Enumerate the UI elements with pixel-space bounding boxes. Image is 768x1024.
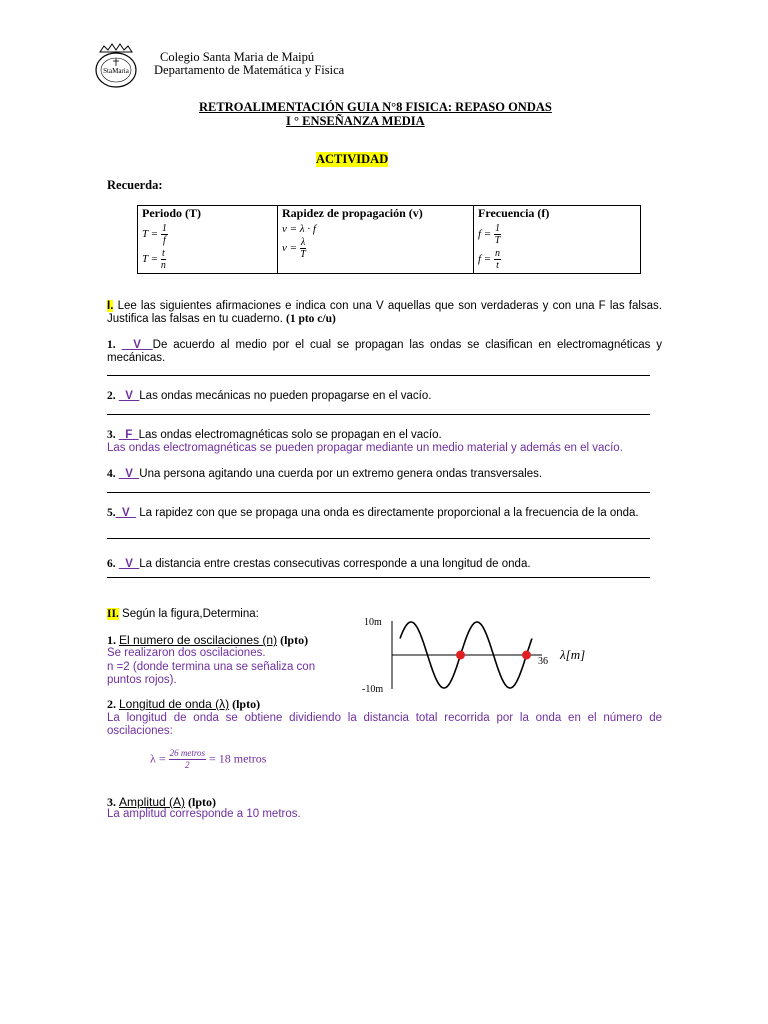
speed-cell xyxy=(278,206,474,274)
statement-6: 6. V La distancia entre crestas consecutivas corresponde a una longitud de onda. xyxy=(107,558,531,570)
wave-bottom-label: -10m xyxy=(362,684,384,695)
school-crest-logo xyxy=(92,42,140,92)
doc-title: RETROALIMENTACIÓN GUIA N°8 FISICA: REPASO ONDAS xyxy=(199,100,552,114)
statement-1: 1. V De acuerdo al medio por el cual se propagan las ondas se clasifican en electromagnéticas y mecánicas. xyxy=(107,339,662,364)
answer-4: V xyxy=(118,468,140,480)
statement-4: 4. V Una persona agitando una cuerda por un extremo genera ondas transversales. xyxy=(107,468,543,480)
period-formula-1: T = $\frac{1}{f}$ xyxy=(142,223,167,246)
justification-3: Las ondas electromagnéticas se pueden propagar mediante un medio material y además en el vacío. xyxy=(107,442,623,454)
frequency-formula-2: f = $\frac{n}{t}$ xyxy=(478,248,500,271)
wave-axis-label: λ[m] xyxy=(560,647,586,662)
oscillation-marker-1 xyxy=(456,651,465,660)
section1-label: I. xyxy=(107,300,114,312)
q1-answer: Se realizaron dos oscilaciones. n =2 (donde termina una se señaliza con puntos rojos). xyxy=(107,647,316,686)
answer-line-2 xyxy=(107,414,650,415)
doc-subtitle: I ° ENSEÑANZA MEDIA xyxy=(286,114,425,128)
department-name: Departamento de Matemática y Fisica xyxy=(154,63,345,77)
svg-text:StaMaria: StaMaria xyxy=(103,67,129,75)
frequency-heading: Frecuencia (f) xyxy=(478,206,550,220)
q3-title: 3. Amplitud (A) (lpto) xyxy=(107,795,217,809)
wave-end-label: 36 xyxy=(538,656,548,667)
activity-heading: ACTIVIDAD xyxy=(316,152,389,166)
section2-instructions: II. Según la figura,Determina: xyxy=(107,608,259,620)
recuerda-label: Recuerda: xyxy=(107,178,163,192)
answer-line-6 xyxy=(107,577,650,578)
period-cell xyxy=(138,206,278,274)
oscillation-marker-2 xyxy=(522,651,531,660)
frequency-formula-1: f = $\frac{1}{T}$ xyxy=(478,223,501,246)
statement-2: 2. V Las ondas mecánicas no pueden propagarse en el vacío. xyxy=(107,390,432,402)
section1-instructions: I. Lee las siguientes afirmaciones e indica con una V aquellas que son verdaderas y con una F las falsas. Justifica las falsas en tu cuaderno. (1 pto c/u) xyxy=(107,300,662,325)
period-formula-2: T = $\frac{t}{n}$ xyxy=(142,248,166,271)
speed-formula-1: v = λ · f xyxy=(282,223,316,235)
period-heading: Periodo (T) xyxy=(142,206,201,220)
wave-top-label: 10m xyxy=(364,617,382,628)
formula-table xyxy=(137,205,641,274)
wavelength-formula: λ = $\frac{\text{26 metros}}{2}$ = 18 metros xyxy=(150,748,267,770)
statement-5: 5. V La rapidez con que se propaga una onda es directamente proporcional a la frecuencia de la onda. xyxy=(107,507,639,519)
q3-answer: La amplitud corresponde a 10 metros. xyxy=(107,808,301,820)
answer-5: V xyxy=(115,507,137,519)
q1-title: 1. El numero de oscilaciones (n) (lpto) xyxy=(107,633,309,647)
school-name: Colegio Santa Maria de Maipú xyxy=(160,50,315,64)
section2-label: II. xyxy=(107,608,119,620)
answer-line-5 xyxy=(107,538,650,539)
answer-1: V xyxy=(121,339,153,351)
statement-3: 3. F Las ondas electromagnéticas solo se propagan en el vacío. xyxy=(107,429,442,441)
speed-heading: Rapidez de propagación (v) xyxy=(282,206,423,220)
q2-title: 2. Longitud de onda (λ) (lpto) xyxy=(107,697,261,711)
answer-3: F xyxy=(118,429,139,441)
wave-figure xyxy=(360,607,600,701)
answer-2: V xyxy=(118,390,140,402)
answer-line-1 xyxy=(107,375,650,376)
speed-formula-2: v = $\frac{\lambda}{T}$ xyxy=(282,237,306,260)
answer-line-4 xyxy=(107,492,650,493)
answer-6: V xyxy=(118,558,140,570)
frequency-cell xyxy=(474,206,641,274)
q2-answer: La longitud de onda se obtiene dividiendo la distancia total recorrida por la onda en el número de oscilaciones: xyxy=(107,712,662,737)
